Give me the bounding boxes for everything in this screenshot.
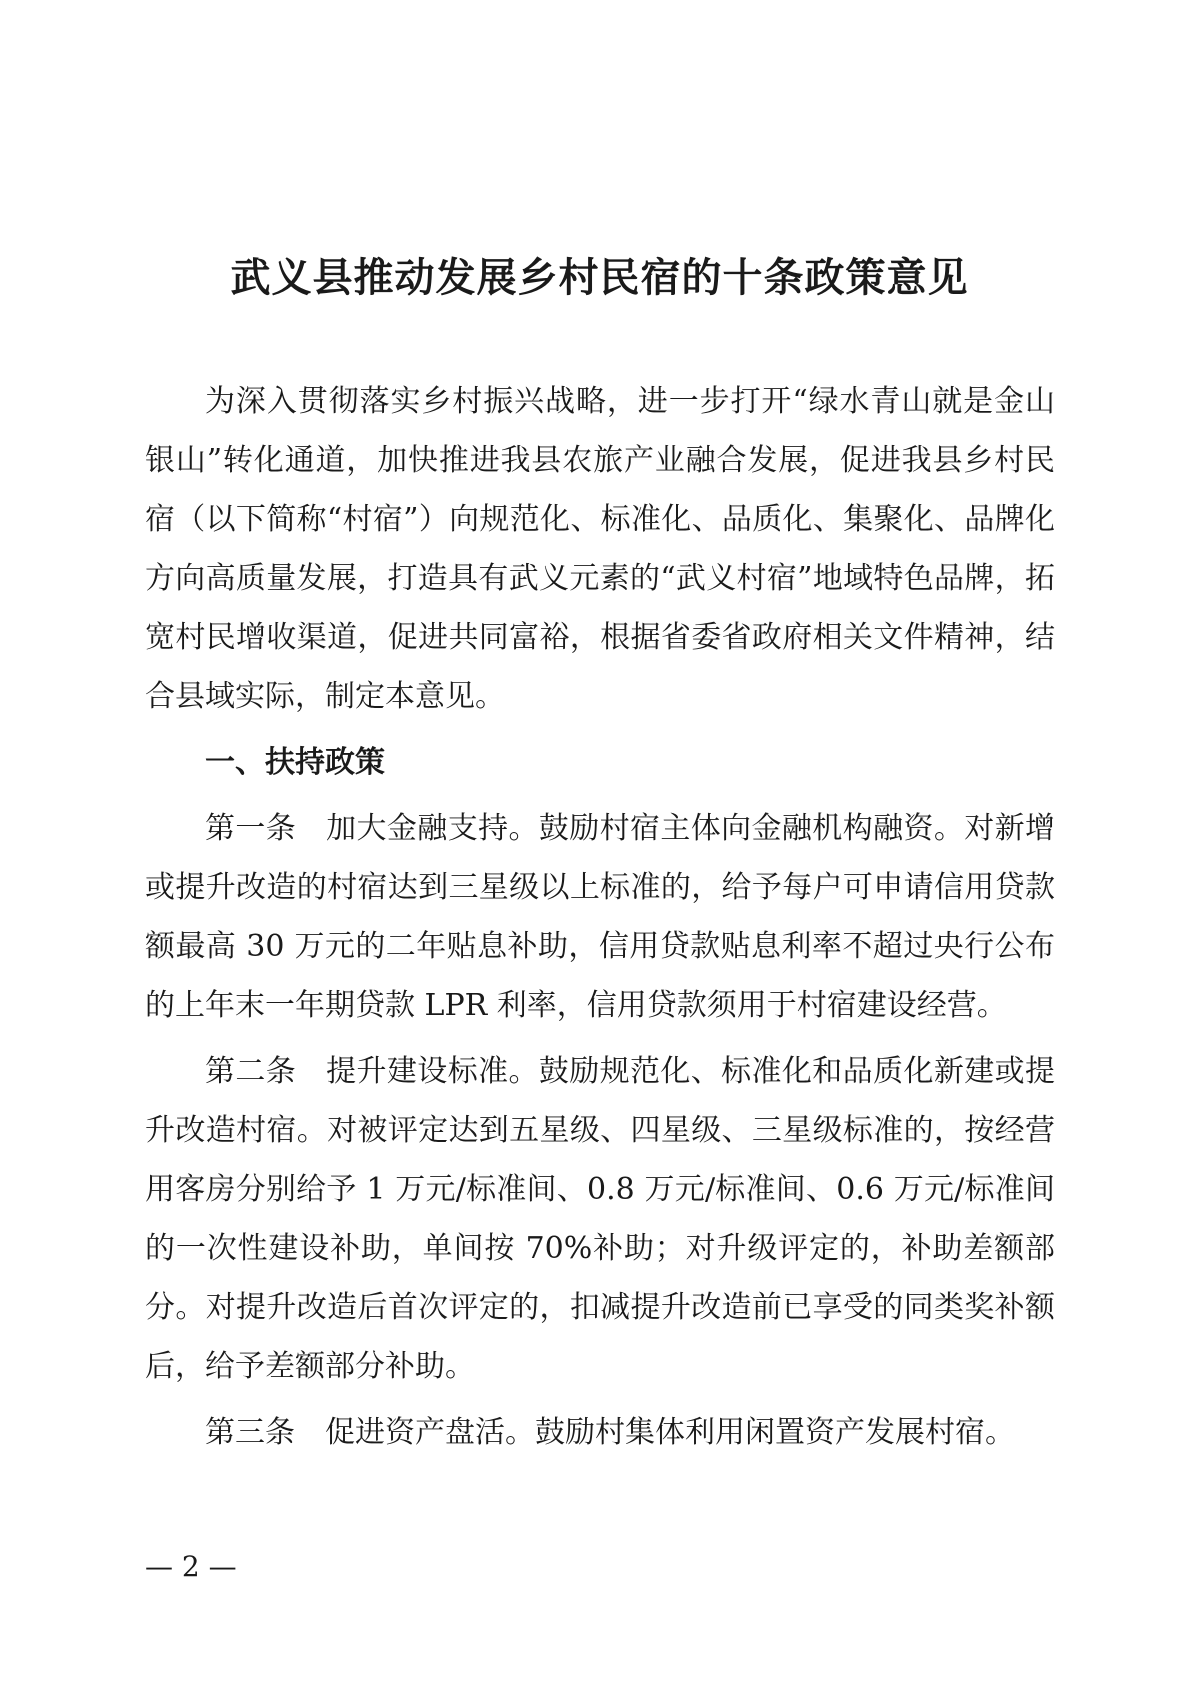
page-number: — 2 —	[145, 1550, 237, 1583]
article-paragraph	[145, 1042, 1055, 1396]
article-text: 加大金融支持。鼓励村宿主体向金融机构融资。对新增或提升改造的村宿达到三星级以上标准的，给予每户可申请信用贷款额最高 30 万元的二年贴息补助，信用贷款贴息利率不超过央行公布的上年末一年期贷款 LPR 利率，信用贷款须用于村宿建设经营。	[145, 811, 1056, 1023]
article-label: 第一条	[205, 811, 297, 846]
article-label: 第三条	[205, 1415, 295, 1450]
section-heading: 一、扶持政策	[205, 745, 385, 780]
document-body	[145, 372, 1055, 1469]
article-label: 第二条	[205, 1054, 297, 1089]
intro-paragraph: 为深入贯彻落实乡村振兴战略，进一步打开“绿水青山就是金山银山”转化通道，加快推进我县农旅产业融合发展，促进我县乡村民宿（以下简称“村宿”）向规范化、标准化、品质化、集聚化、品牌化方向高质量发展，打造具有武义元素的“武义村宿”地域特色品牌，拓宽村民增收渠道，促进共同富裕，根据省委省政府相关文件精神，结合县域实际，制定本意见。	[145, 384, 1055, 714]
article-paragraph	[145, 799, 1055, 1035]
article-text: 提升建设标准。鼓励规范化、标准化和品质化新建或提升改造村宿。对被评定达到五星级、四星级、三星级标准的，按经营用客房分别给予 1 万元/标准间、0.8 万元/标准间、0.6 万元/标准间的一次性建设补助，单间按 70%补助；对升级评定的，补助差额部分。对提升改造后首次评定的，扣减提升改造前已享受的同类奖补额后，给予差额部分补助。	[145, 1054, 1056, 1384]
document-title: 武义县推动发展乡村民宿的十条政策意见	[230, 255, 969, 301]
article-text: 促进资产盘活。鼓励村集体利用闲置资产发展村宿。	[325, 1415, 1015, 1450]
article-paragraph	[145, 1403, 1055, 1462]
